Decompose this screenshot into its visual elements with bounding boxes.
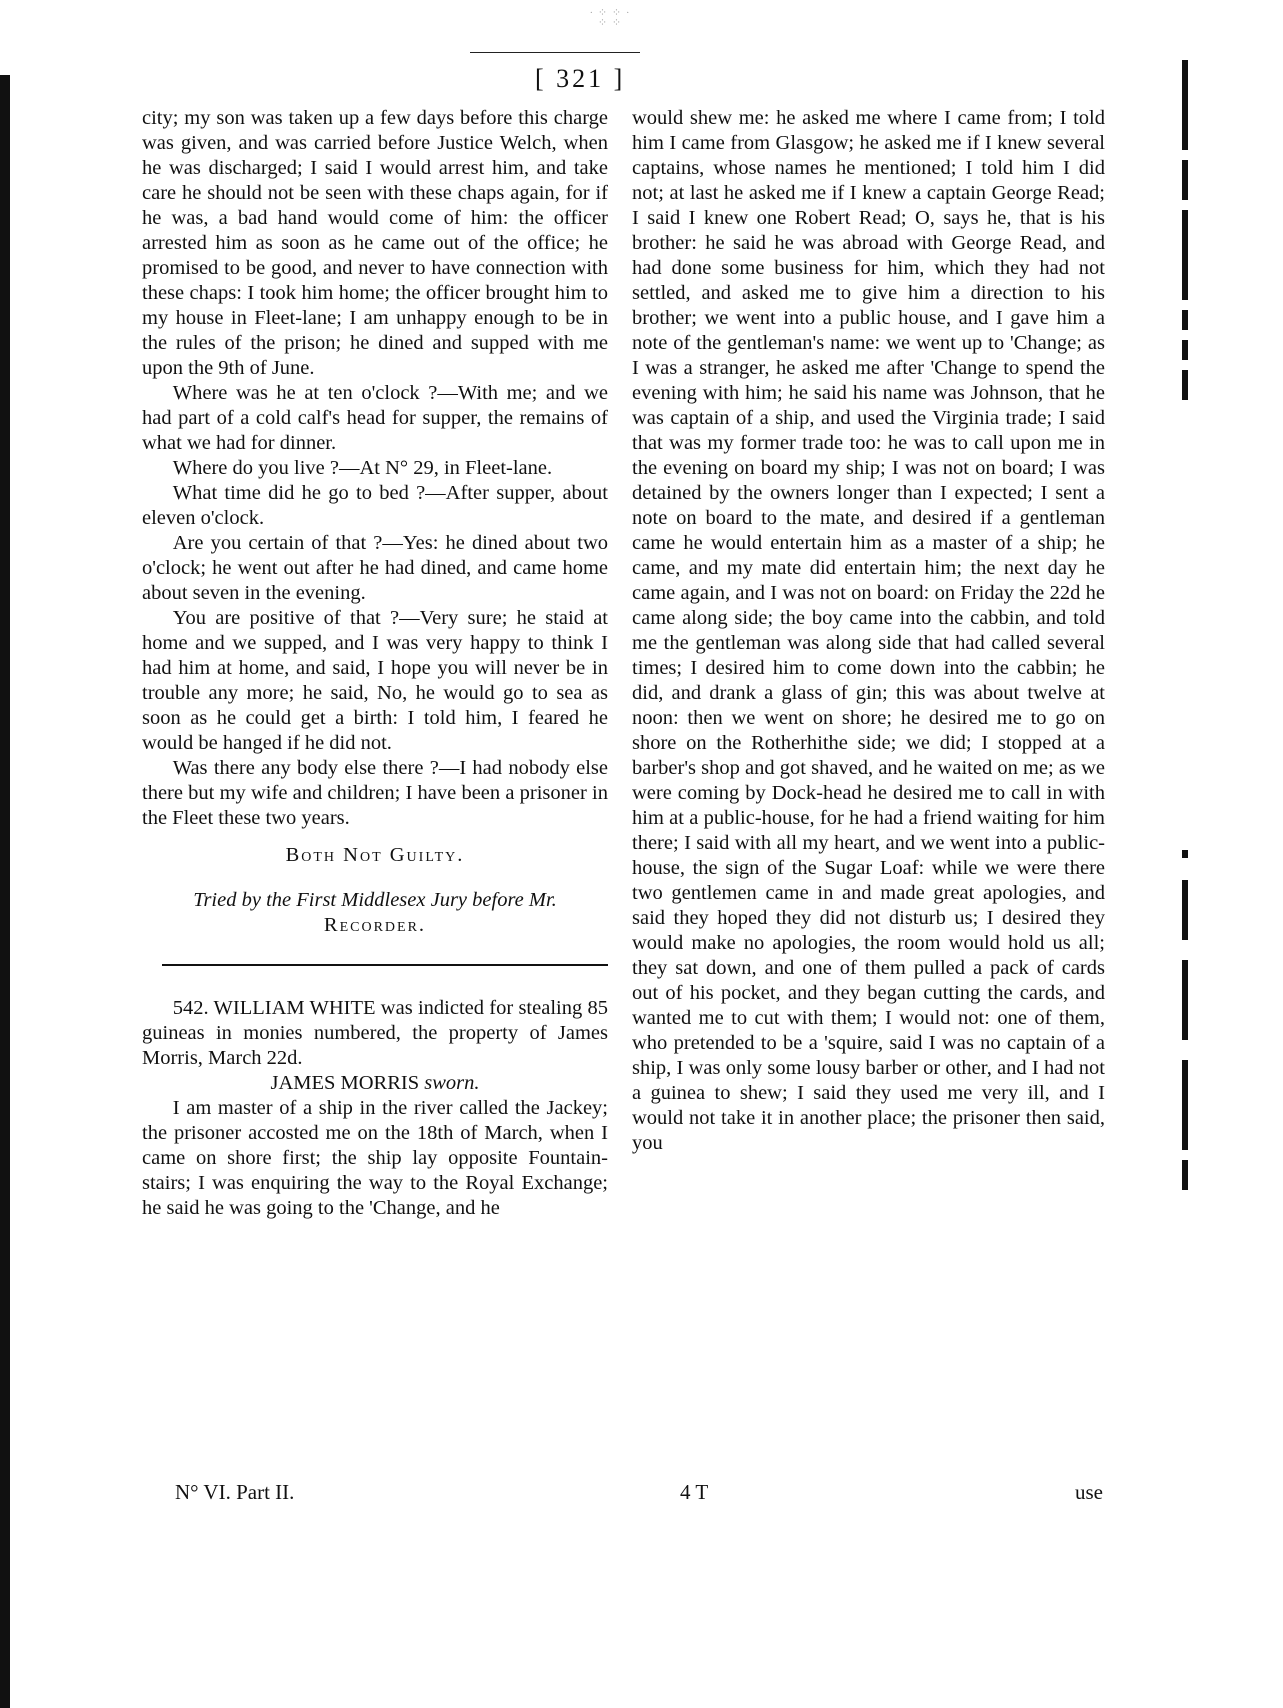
edge-mark [1182,850,1188,858]
left-column [142,106,608,1221]
witness-name: JAMES MORRIS [270,1072,420,1094]
paragraph: You are positive of that ?—Very sure; he staid at home and we supped, and I was very happy to think I had him at home, and said, I hope you will never be in trouble any more; he said, No, he would go to sea as soon as he could get a birth: I told him, I feared he would be hanged if he did not. [142,607,608,754]
recorder: Recorder. [323,914,427,936]
edge-mark [1182,340,1188,360]
case-heading: 542. WILLIAM WHITE was indicted for stealing 85 guineas in monies numbered, the property of James Morris, March 22d. [142,997,608,1069]
paragraph: Where do you live ?—At N° 29, in Fleet-lane. [172,457,553,479]
header-rule [470,52,640,53]
paragraph: would shew me: he asked me where I came from; I told him I came from Glasgow; he asked me if I knew several captains, whose names he mentioned; I told him I did not; at last he asked me if I knew a captain George Read; I said I knew one Robert Read; O, says he, that is his brother: he said he was abroad with George Read, and had done some business for him, which they had not settled, and asked me to give him a direction to his brother; we went into a public house, and I gave him a note of the gentleman's name: we went up to 'Change; as I was a stranger, he asked me after 'Change to spend the evening with him; he said his name was Johnson, that he was captain of a ship, and used the Virginia trade; I said that was my former trade too: he was to call upon me in the evening on board my ship; I was not on board; I was detained by the owners longer than I expected; I sent a note on board to the mate, and desired if a gentleman came he would entertain him as a master of a ship; he came, and my mate did entertain him; the next day he came again, and I was not on board: on Friday the 22d he came along side; the boy came into the cabbin, and told me the gentleman was along side that had called several times; I desired him to come down into the cabbin; he did, and drank a glass of gin; this was about twelve at noon: then we went on shore; he desired me to go on shore on the Rotherhithe side; we did; I stopped at a barber's shop and got shaved, and he waited on me; as we were coming by Dock-head he desired me to call in with him at a public-house, for he had a friend waiting for him there; I said with all my heart, and we went into a public-house, the sign of the Sugar Loaf: while we were there two gentlemen came in and made great apologies, and said they hoped they did not disturb us; I desired they would make no apologies, the room would hold us all; they sat down, and one of them pulled a pack of cards out of his pocket, and they began cutting the cards, and wanted me to cut with them; I would not: one of them, who pretended to be a 'squire, said I was no captain of a ship, I was only some lousy barber or other, and I had not a guinea to shew; I said they used me very ill, and I would not take it in another place; the prisoner then said, you [632,107,1105,1154]
right-column [632,106,1105,1156]
paragraph: Are you certain of that ?—Yes: he dined about two o'clock; he went out after he had dined, and came home about seven in the evening. [142,532,608,604]
witness-heading [142,1071,608,1096]
jury-note [142,888,608,938]
paragraph: What time did he go to bed ?—After supper, about eleven o'clock. [142,482,608,529]
edge-mark [1182,960,1188,1040]
paragraph: Was there any body else there ?—I had nobody else there but my wife and children; I have been a prisoner in the Fleet these two years. [142,757,608,829]
paragraph: city; my son was taken up a few days before this charge was given, and was carried before Justice Welch, when he was discharged; I said I would arrest him, and take care he should not be seen with these chaps again, for if he was, a bad hand would come of him: the officer arrested him as soon as he came out of the office; he promised to be good, and never to have connection with these chaps: I took him home; the officer brought him to my house in Fleet-lane; I am unhappy enough to be in the rules of the prison; he dined and supped with me upon the 9th of June. [142,107,608,379]
paragraph: I am master of a ship in the river called the Jackey; the prisoner accosted me on the 18th of March, when I came on shore first; the ship lay opposite Fountain-stairs; I was enquiring the way to the Royal Exchange; he said he was going to the 'Change, and he [142,1097,608,1219]
edge-mark [1182,1160,1188,1190]
edge-mark [1182,370,1188,400]
signature-mark: 4 T [680,1480,709,1504]
binding-edge [0,75,10,1708]
page-number: [ 321 ] [535,64,626,93]
jury-text: Tried by the First Middlesex Jury before Mr. [193,889,557,911]
verdict: Both Not Guilty. [285,844,465,866]
ornament-mark: · ⁘ ⁘ · ⁘ ⁘ [589,7,631,29]
edge-mark [1182,160,1188,200]
edge-mark [1182,1060,1188,1150]
edge-mark [1182,210,1188,300]
paragraph: Where was he at ten o'clock ?—With me; and we had part of a cold calf's head for supper, the remains of what we had for dinner. [142,382,608,454]
edge-mark [1182,310,1188,330]
witness-sworn: sworn. [424,1072,480,1094]
signature-line: N° VI. Part II. [175,1480,295,1504]
catchword: use [1075,1480,1103,1504]
section-rule [162,964,608,966]
edge-mark [1182,880,1188,940]
edge-mark [1182,60,1188,150]
